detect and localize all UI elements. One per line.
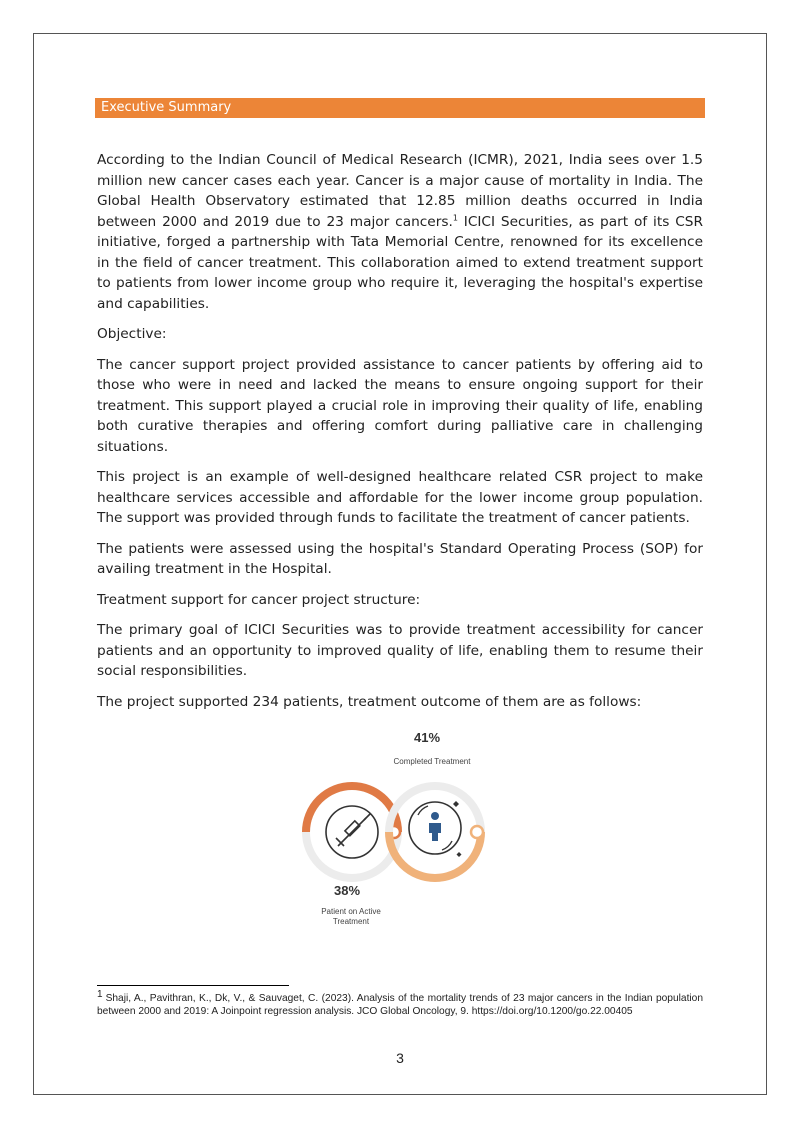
completed-percentage: 41% <box>414 730 441 745</box>
active-percentage: 38% <box>334 883 361 898</box>
objective-heading: Objective: <box>97 326 167 342</box>
completed-connector-dot <box>471 826 483 838</box>
paragraph-intro: According to the Indian Council of Medical Research (ICMR), 2021, India sees over 1.5 million new cancer cases each year. Cancer is a major cause of mortality in India. The Global Health Observatory estimated that 12.85 million deaths occurred in India between 2000 and 2019 due to 23 major cancers.$^1$ ICICI Securities, as part of its CSR initiative, forged a partnership with Tata Memorial Centre, renowned for its excellence in the field of cancer treatment. This collaboration aimed to extend treatment support to patients from lower income group who require it, leveraging the hospital's expertise and capabilities. <box>97 152 703 312</box>
paragraph-objective: The cancer support project provided assistance to cancer patients by offering aid to those who were in need and lacked the means to ensure ongoing support for their treatment. This support played a crucial role in improving their quality of life, enabling both curative therapies and offering comfort during palliative care in challenging situations. <box>97 356 703 455</box>
section-header: Executive Summary <box>95 98 705 118</box>
paragraph-outcome: The project supported 234 patients, treatment outcome of them are as follows: <box>97 693 642 710</box>
treatment-outcome-infographic <box>290 725 510 940</box>
footnote-divider <box>97 985 289 986</box>
completed-label: Completed Treatment <box>393 757 471 766</box>
structure-heading: Treatment support for cancer project structure: <box>97 591 421 608</box>
active-label: Patient on Active Treatment <box>321 907 381 926</box>
paragraph-assessment: The patients were assessed using the hospital's Standard Operating Process (SOP) for availing treatment in the Hospital. <box>97 540 703 577</box>
footnote-reference[interactable]: 1 <box>452 212 458 222</box>
page-number: 3 <box>396 1050 404 1066</box>
paragraph-csr-example: This project is an example of well-designed healthcare related CSR project to make healthcare services accessible and affordable for the lower income group population. The support was provided through funds to facilitate the treatment of cancer patients. <box>97 469 703 526</box>
footnote-text: Shaji, A., Pavithran, K., Dk, V., & Sauvaget, C. (2023). Analysis of the mortality trends of 23 major cancers in the Indian population between 2000 and 2019: A Joinpoint regression analysis. JCO Global Oncology, 9. https://doi.org/10.1200/go.22.00405 <box>97 993 703 1017</box>
paragraph-goal: The primary goal of ICICI Securities was to provide treatment accessibility for cancer patients and an opportunity to improved quality of life, enabling them to resume their social responsibilities. <box>97 622 703 679</box>
footnote: 1 Shaji, A., Pavithran, K., Dk, V., & Sauvaget, C. (2023). Analysis of the mortality trends of 23 major cancers in the Indian population between 2000 and 2019: A Joinpoint regression analysis. JCO Global Oncology, 9. https://doi.org/10.1200/go.22.00405 <box>97 988 703 1017</box>
body-content <box>97 150 703 722</box>
